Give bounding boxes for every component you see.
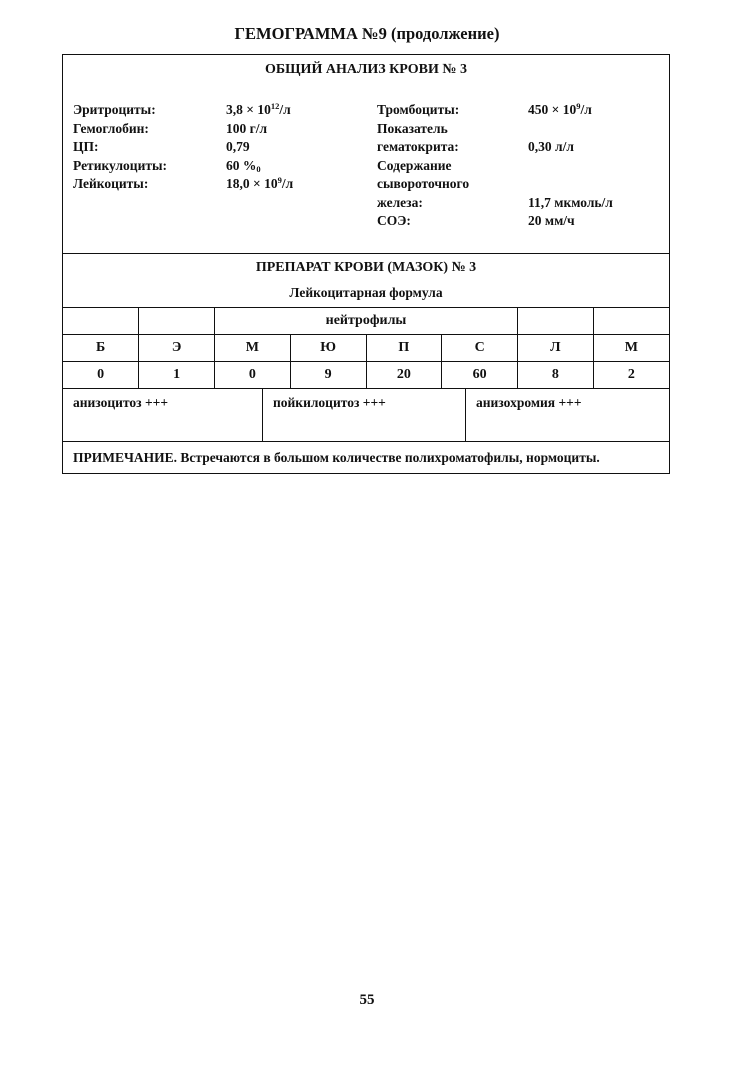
- value-platelets: $450 \times 10^9/л$: [528, 101, 592, 117]
- value-hemoglobin: 100 г/л: [226, 120, 268, 136]
- blood-smear-title: ПРЕПАРАТ КРОВИ (МАЗОК) № 3: [255, 260, 477, 275]
- header-cell: М: [593, 335, 669, 362]
- value-cell: 0: [63, 362, 139, 389]
- header-cell: Б: [63, 335, 139, 362]
- label-hematocrit-1: Показатель: [377, 120, 448, 136]
- blood-smear-section: [63, 254, 669, 308]
- values-column-left: [226, 101, 293, 194]
- morphology-row: [63, 389, 669, 442]
- value-cell: 1: [139, 362, 215, 389]
- labels-column-right: [377, 101, 469, 231]
- label-platelets: Тромбоциты:: [377, 102, 460, 117]
- label-leukocytes: Лейкоциты:: [73, 176, 149, 191]
- anisocytosis-cell: анизоцитоз +++: [63, 389, 263, 441]
- value-iron: 11,7 мкмоль/л: [528, 194, 613, 210]
- formula-header-row: [63, 335, 669, 362]
- header-cell: Л: [518, 335, 594, 362]
- header-cell: М: [215, 335, 291, 362]
- note-text: ПРИМЕЧАНИЕ. Встречаются в большом количестве полихроматофилы, нормоциты.: [73, 450, 600, 465]
- page-number: 55: [359, 992, 375, 1008]
- value-cell: 60: [442, 362, 518, 389]
- value-cell: 2: [593, 362, 669, 389]
- label-iron-3: железа:: [377, 194, 423, 210]
- labels-column-left: [73, 101, 167, 194]
- label-cp: ЦП:: [73, 139, 99, 154]
- label-reticulocytes: Ретикулоциты:: [73, 157, 168, 173]
- neutrophils-header: нейтрофилы: [215, 308, 518, 335]
- value-leukocytes: $18,0 \times 10^9/л$: [226, 175, 294, 191]
- header-cell: Э: [139, 335, 215, 362]
- value-cell: 20: [366, 362, 442, 389]
- general-blood-test-title: ОБЩИЙ АНАЛИЗ КРОВИ № 3: [265, 62, 467, 77]
- label-hematocrit-2: гематокрита:: [377, 139, 459, 154]
- value-erythrocytes: $3,8 \times 10^{12}/л$: [226, 101, 291, 117]
- header-cell: П: [366, 335, 442, 362]
- value-hematocrit: 0,30 л/л: [528, 139, 574, 154]
- value-cell: 9: [290, 362, 366, 389]
- value-esr: 20 мм/ч: [528, 213, 575, 228]
- value-cell: 0: [215, 362, 291, 389]
- values-column-right: [528, 101, 613, 231]
- label-iron-1: Содержание: [377, 157, 452, 173]
- value-cell: 8: [518, 362, 594, 389]
- formula-values-row: [63, 362, 669, 389]
- hemogram-box: [62, 54, 670, 474]
- value-cp: 0,79: [226, 139, 250, 154]
- label-erythrocytes: Эритроциты:: [73, 102, 156, 117]
- label-iron-2: сывороточного: [377, 176, 470, 191]
- label-esr: СОЭ:: [377, 213, 411, 228]
- anisochromia-cell: анизохромия +++: [476, 395, 582, 410]
- value-reticulocytes: 60 $\%_0$: [226, 157, 261, 174]
- leukocyte-formula-table: [63, 308, 669, 389]
- poikilocytosis-cell: пойкилоцитоз +++: [263, 389, 466, 441]
- header-cell: С: [442, 335, 518, 362]
- leukocyte-formula-title: Лейкоцитарная формула: [289, 285, 443, 300]
- label-hemoglobin: Гемоглобин:: [73, 120, 149, 136]
- page-title: ГЕМОГРАММА №9 (продолжение): [234, 24, 500, 43]
- general-blood-test-section: [63, 55, 669, 254]
- header-cell: Ю: [290, 335, 366, 362]
